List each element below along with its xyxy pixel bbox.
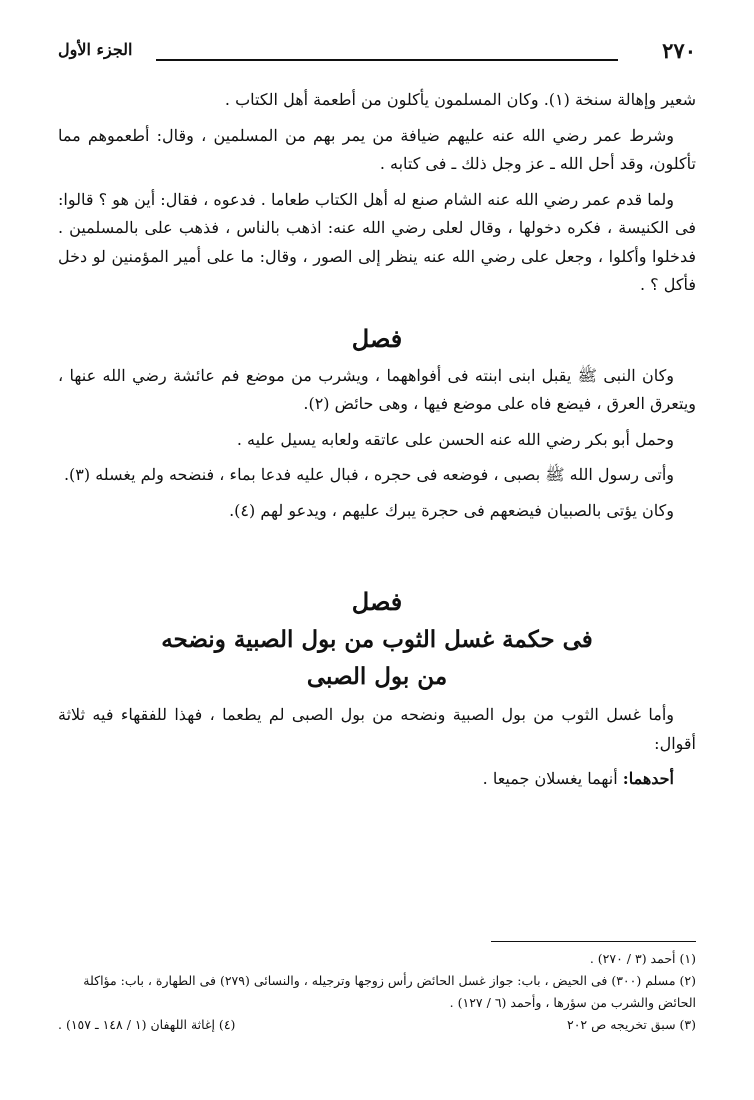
- footnote: (٢) مسلم (٣٠٠) فى الحيض ، باب: جواز غسل الحائض رأس زوجها وترجيله ، والنسائى (٢٧٩) فى الطهارة ، باب: مؤاكلة الحائض والشرب من سؤرها ، وأحمد (٦ / ١٢٧) .: [83, 973, 696, 1010]
- header-rule: [156, 59, 618, 61]
- footnote-row: [58, 1014, 696, 1036]
- footnotes: [58, 948, 696, 1036]
- page-header: [58, 38, 696, 74]
- opinion-lead: أحدهما:: [622, 769, 674, 788]
- paragraph: ولما قدم عمر رضي الله عنه الشام صنع له أهل الكتاب طعاما . فدعوه ، فقال: أين هو ؟ قالوا: فى الكنيسة ، فكره دخولها ، وقال لعلى رضي الله عنه: اذهب بالناس ، فذهب على بالمسلمين . فدخلوا وأكلوا ، وجعل على رضي الله عنه ينظر إلى الصور ، وقال: ما على أمير المؤمنين لو دخل فأكل ؟ .: [58, 189, 696, 294]
- paragraph: وكان النبى ﷺ يقبل ابنى ابنته فى أفواههما ، ويشرب من موضع فم عائشة رضي الله عنها ، ويتعرق العرق ، فيضع فاه على موضع فيها ، وهى حائض (٢).: [58, 365, 696, 413]
- footnote-rule: [491, 941, 696, 942]
- opinion-text: أنهما يغسلان جميعا .: [482, 769, 623, 788]
- opinion-line: [58, 765, 696, 794]
- paragraph: وأما غسل الثوب من بول الصبية ونضحه من بول الصبى لم يطعما ، فهذا للفقهاء فيه ثلاثة أقوال:: [58, 705, 696, 753]
- paragraph: وحمل أبو بكر رضي الله عنه الحسن على عاتقه ولعابه يسيل عليه .: [236, 429, 674, 449]
- running-title: الجزء الأول: [58, 40, 133, 59]
- section-heading: فصل: [351, 587, 403, 616]
- paragraph: وأتى رسول الله ﷺ بصبى ، فوضعه فى حجره ، فبال عليه فدعا بماء ، فنضحه ولم يغسله (٣).: [63, 465, 674, 484]
- footnote: (٤) إغاثة اللهفان (١ / ١٤٨ ـ ١٥٧) .: [58, 1017, 236, 1032]
- page-number: ٢٧٠: [662, 38, 696, 63]
- paragraph: وشرط عمر رضي الله عنه عليهم ضيافة من يمر بهم من المسلمين ، وقال: أطعموهم مما تأكلون، وقد أحل الله ـ عز وجل ذلك ـ فى كتابه .: [58, 125, 696, 173]
- footnote: (١) أحمد (٣ / ٢٧٠) .: [589, 951, 696, 966]
- paragraph: شعير وإهالة سنخة (١). وكان المسلمون يأكلون من أطعمة أهل الكتاب .: [224, 90, 696, 109]
- page-body: [58, 86, 696, 801]
- section-subheading: فى حكمة غسل الثوب من بول الصبية ونضحه من بول الصبى: [161, 626, 593, 690]
- footnote: (٣) سبق تخريجه ص ٢٠٢: [566, 1017, 696, 1032]
- paragraph: وكان يؤتى بالصبيان فيضعهم فى حجرة يبرك عليهم ، ويدعو لهم (٤).: [229, 500, 674, 520]
- section-heading: فصل: [351, 323, 403, 353]
